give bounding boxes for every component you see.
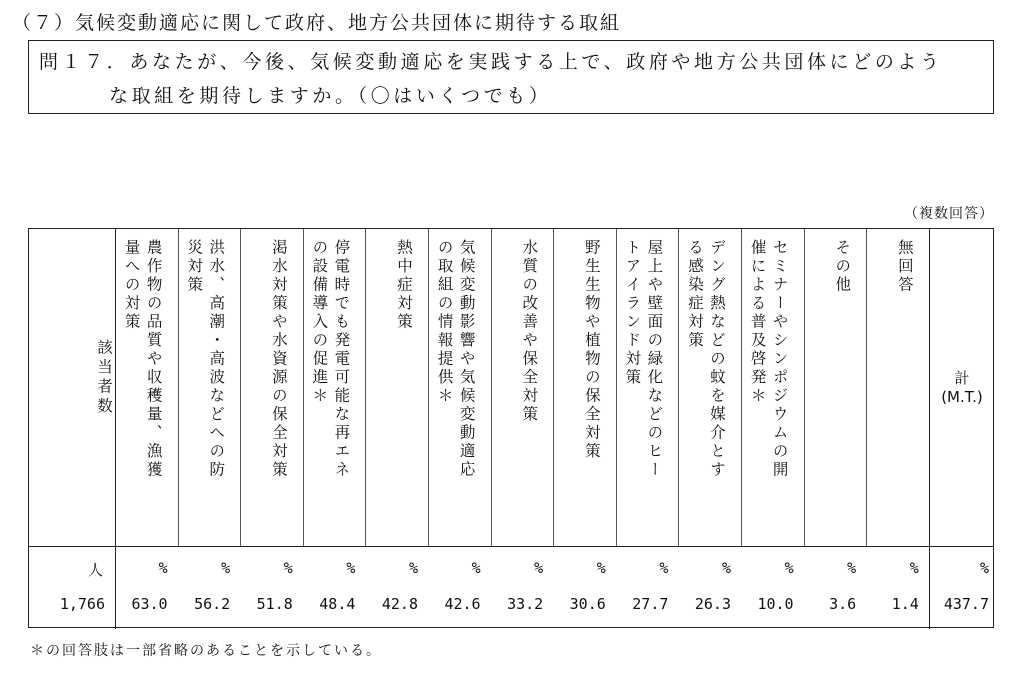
item-label: 気候変動影響や気候変動適応 の取組の情報提供＊: [435, 239, 476, 480]
footnote: ＊の回答肢は一部省略のあることを示している。: [30, 643, 382, 659]
item-label: 水質の改善や保全対策: [520, 239, 539, 424]
item-value: 26.3: [694, 595, 731, 613]
item-label: 農作物の品質や収穫量、漁獲 量への対策: [122, 239, 163, 480]
column-divider: [491, 229, 492, 546]
item-unit: %: [158, 559, 168, 577]
item-unit: %: [596, 559, 606, 577]
respondent-count-value: 1,766: [59, 595, 105, 613]
item-unit: %: [784, 559, 794, 577]
total-header: 計 (M.T.): [941, 369, 983, 406]
item-value: 3.6: [829, 595, 857, 613]
item-label: 無回答: [895, 239, 914, 295]
item-unit: %: [408, 559, 418, 577]
item-label: 野生生物や植物の保全対策: [582, 239, 601, 461]
item-label: 屋上や壁面の緑化などのヒー トアイランド対策: [623, 239, 664, 480]
item-unit: %: [346, 559, 356, 577]
column-divider: [866, 229, 867, 546]
item-unit: %: [221, 559, 231, 577]
column-divider: [303, 229, 304, 546]
item-label: 渇水対策や水資源の保全対策: [269, 239, 288, 480]
item-value: 51.8: [256, 595, 293, 613]
total-value: 437.7: [943, 595, 989, 613]
column-divider: [365, 229, 366, 546]
column-divider: [240, 229, 241, 546]
item-label: 停電時でも発電可能な再エネ の設備導入の促進＊: [310, 239, 351, 480]
total-unit: %: [979, 559, 989, 577]
question-box: [28, 40, 994, 114]
item-label: 洪水、高潮・高波などへの防 災対策: [185, 239, 226, 480]
respondent-unit: 人: [87, 561, 103, 579]
column-divider: [741, 229, 742, 546]
item-value: 10.0: [757, 595, 794, 613]
column-divider: [428, 229, 429, 546]
item-label: その他: [833, 239, 852, 295]
item-unit: %: [847, 559, 857, 577]
column-divider: [553, 229, 554, 546]
item-value: 48.4: [319, 595, 356, 613]
column-divider: [678, 229, 679, 546]
column-divider: [616, 229, 617, 546]
item-value: 30.6: [569, 595, 606, 613]
item-unit: %: [659, 559, 669, 577]
item-value: 56.2: [194, 595, 231, 613]
item-value: 1.4: [891, 595, 919, 613]
column-divider: [929, 229, 930, 629]
item-unit: %: [471, 559, 481, 577]
respondent-count-header: 該当者数: [95, 339, 113, 417]
item-unit: %: [283, 559, 293, 577]
item-value: 27.7: [632, 595, 669, 613]
item-unit: %: [534, 559, 544, 577]
results-table: [28, 228, 994, 628]
question-text-line1: 問１７．あなたが、今後、気候変動適応を実践する上で、政府や地方公共団体にどのよう: [39, 51, 943, 73]
column-divider: [804, 229, 805, 546]
section-title: （７）気候変動適応に関して政府、地方公共団体に期待する取組: [12, 12, 622, 34]
multi-answer-note: （複数回答）: [904, 206, 994, 222]
column-divider: [178, 229, 179, 546]
item-value: 42.6: [444, 595, 481, 613]
item-unit: %: [909, 559, 919, 577]
item-unit: %: [721, 559, 731, 577]
item-value: 33.2: [507, 595, 544, 613]
item-label: 熱中症対策: [395, 239, 413, 332]
item-value: 42.8: [381, 595, 418, 613]
question-text-line2: な取組を期待しますか。（〇はいくつでも）: [109, 85, 552, 107]
item-value: 63.0: [131, 595, 168, 613]
table-header-divider: [29, 546, 993, 547]
item-label: セミナーやシンポジウムの開 催による普及啓発＊: [748, 239, 789, 480]
item-label: デング熱などの蚊を媒介とす る感染症対策: [686, 239, 726, 480]
